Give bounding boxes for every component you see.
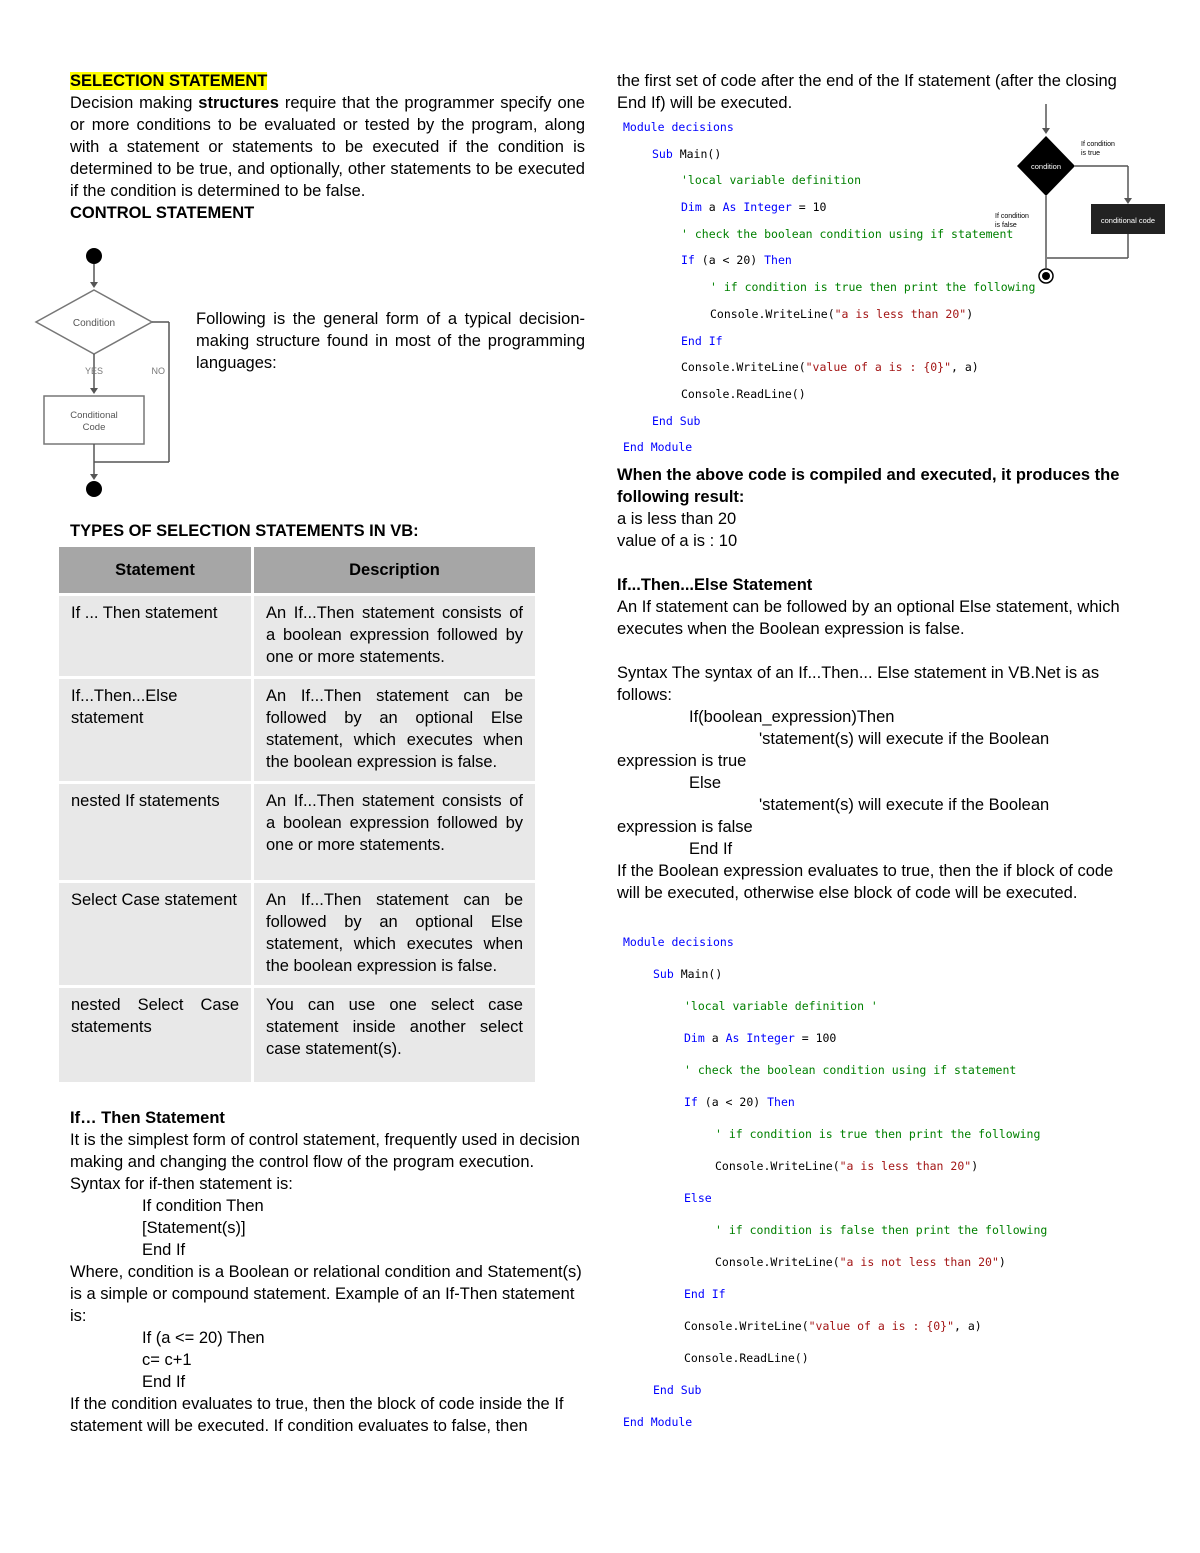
code-line: End Sub xyxy=(652,413,701,428)
code-line: Sub Main() xyxy=(653,967,723,981)
code-line: Console.WriteLine("a is not less than 20") xyxy=(715,1255,1006,1269)
closing-text: If the condition evaluates to true, then the block of code inside the If statement will be executed. If condition evaluates to false, then xyxy=(70,1395,564,1435)
table-row xyxy=(59,988,535,1082)
syntax-line: If condition Then xyxy=(142,1197,264,1215)
syntax-false: 'statement(s) will execute if the Boolean xyxy=(759,796,1050,814)
code-line: ' check the boolean condition using if statement xyxy=(684,1063,1017,1077)
code-block-2 xyxy=(623,926,1137,1438)
table-cell: Select Case statement xyxy=(59,883,251,985)
code-line: End Module xyxy=(623,1415,693,1429)
header-description: Description xyxy=(254,547,535,593)
code-line: ' if condition is true then print the following xyxy=(715,1127,1041,1141)
code-line: End Sub xyxy=(653,1383,702,1397)
table-row xyxy=(59,883,535,985)
ifelse-heading: If...Then...Else Statement xyxy=(617,576,813,594)
selection-heading: SELECTION STATEMENT xyxy=(70,72,268,90)
syntax-line: [Statement(s)] xyxy=(142,1219,246,1237)
table-cell: An If...Then statement can be followed by an optional Else statement, which executes when the boolean expression is false. xyxy=(254,883,535,985)
code-line: End If xyxy=(684,1287,726,1301)
control-flowchart xyxy=(34,246,184,516)
code-line: ' if condition is false then print the following xyxy=(715,1223,1048,1237)
svg-text:If condition: If condition xyxy=(995,213,1029,220)
syntax-else: Else xyxy=(689,774,722,792)
header-statement: Statement xyxy=(59,547,251,593)
syntax-true: 'statement(s) will execute if the Boolean xyxy=(759,730,1050,748)
syntax-line: End If xyxy=(142,1241,186,1259)
end-node xyxy=(86,481,102,497)
table-cell: If...Then...Else statement xyxy=(59,679,251,781)
code-line: 'local variable definition ' xyxy=(684,999,878,1013)
code-line: Dim a As Integer = 10 xyxy=(681,200,827,215)
table-cell: An If...Then statement consists of a boolean expression followed by one or more statements. xyxy=(254,784,535,880)
svg-text:is true: is true xyxy=(1081,150,1101,157)
table-cell: You can use one select case statement inside another select case statement(s). xyxy=(254,988,535,1082)
code-line: If (a < 20) Then xyxy=(681,253,792,268)
ifthen-text: It is the simplest form of control statement, frequently used in decision making and changing the control flow of the program execution. Syntax for if-then statement is: xyxy=(70,1131,580,1193)
code-block-1 xyxy=(623,114,1035,461)
yes-label: YES xyxy=(84,366,104,376)
syntax-text: Syntax The syntax of an If...Then... Else statement in VB.Net is as follows: xyxy=(617,664,1100,704)
syntax-false-cont: expression is false xyxy=(617,818,753,836)
code-line: Console.WriteLine("a is less than 20") xyxy=(710,306,974,321)
code-line: Console.WriteLine("value of a is : {0}", a) xyxy=(681,360,979,375)
result-line: a is less than 20 xyxy=(617,510,737,528)
table-cell: If ... Then statement xyxy=(59,596,251,676)
code-line: End Module xyxy=(623,440,693,455)
code-line: Sub Main() xyxy=(652,146,722,161)
code-line: Module decisions xyxy=(623,120,734,134)
svg-text:If condition: If condition xyxy=(1081,141,1115,148)
svg-text:Code: Code xyxy=(82,422,106,433)
conditional-code-label: Conditional xyxy=(70,410,118,421)
example-line: If (a <= 20) Then xyxy=(142,1329,265,1347)
example-line: c= c+1 xyxy=(142,1351,192,1369)
types-table xyxy=(56,544,538,1085)
table-header-row xyxy=(59,547,535,593)
conditional-code-label: conditional code xyxy=(1100,216,1156,225)
table-cell: An If...Then statement can be followed by an optional Else statement, which executes when the boolean expression is false. xyxy=(254,679,535,781)
control-section xyxy=(70,224,585,520)
result-line: value of a is : 10 xyxy=(617,532,738,550)
control-heading: CONTROL STATEMENT xyxy=(70,204,255,222)
table-cell: An If...Then statement consists of a boolean expression followed by one or more statements. xyxy=(254,596,535,676)
table-row xyxy=(59,784,535,880)
table-cell: nested Select Case statements xyxy=(59,988,251,1082)
code-line: If (a < 20) Then xyxy=(684,1095,795,1109)
code-line: Console.WriteLine("value of a is : {0}", a) xyxy=(684,1319,982,1333)
code-line: End If xyxy=(681,333,723,348)
intro-paragraph: Decision making structures require that the programmer specify one or more conditions to be evaluated or tested by the program, along with a statement or statements to be executed if the condition is determined to be true, and optionally, other statements to be executed if the condition is determined to be false. xyxy=(70,94,585,200)
table-row xyxy=(59,596,535,676)
flow-description: Following is the general form of a typical decision-making structure found in most of the programming languages: xyxy=(196,310,585,372)
types-heading: TYPES OF SELECTION STATEMENTS IN VB: xyxy=(70,522,419,540)
table-row xyxy=(59,679,535,781)
start-node xyxy=(86,248,102,264)
example-line: End If xyxy=(142,1373,186,1391)
result-heading: When the above code is compiled and executed, it produces the following result: xyxy=(617,466,1120,506)
code-line: Console.WriteLine("a is less than 20") xyxy=(715,1159,979,1173)
code-line: Module decisions xyxy=(623,935,734,949)
ifelse-explain: If the Boolean expression evaluates to true, then the if block of code will be executed, otherwise else block of code will be executed. xyxy=(617,862,1114,902)
right-column xyxy=(617,70,1156,1438)
code-line: Else xyxy=(684,1191,712,1205)
continued-text: the first set of code after the end of the If statement (after the closing End If) will be executed. xyxy=(617,72,1117,112)
svg-text:is false: is false xyxy=(995,222,1017,229)
condition-label: condition xyxy=(1030,162,1062,171)
if-flowchart xyxy=(995,104,1157,294)
table-cell: nested If statements xyxy=(59,784,251,880)
code-line: 'local variable definition xyxy=(681,173,862,188)
left-column xyxy=(70,70,585,1437)
syntax-endif: End If xyxy=(689,840,733,858)
syntax-true-cont: expression is true xyxy=(617,752,747,770)
where-text: Where, condition is a Boolean or relational condition and Statement(s) is a simple or compound statement. Example of an If-Then statement is: xyxy=(70,1263,582,1325)
ifthen-heading: If… Then Statement xyxy=(70,1109,225,1127)
ifelse-text: An If statement can be followed by an optional Else statement, which executes when the Boolean expression is false. xyxy=(617,598,1120,638)
code-example-1 xyxy=(617,114,1156,464)
condition-label: Condition xyxy=(72,318,116,329)
code-line: Dim a As Integer = 100 xyxy=(684,1031,837,1045)
no-label: NO xyxy=(151,366,165,376)
syntax-if: If(boolean_expression)Then xyxy=(689,708,895,726)
code-line: ' if condition is true then print the following xyxy=(710,280,1036,295)
code-line: Console.ReadLine() xyxy=(681,386,806,401)
code-line: ' check the boolean condition using if statement xyxy=(681,226,1014,241)
code-line: Console.ReadLine() xyxy=(684,1351,809,1365)
